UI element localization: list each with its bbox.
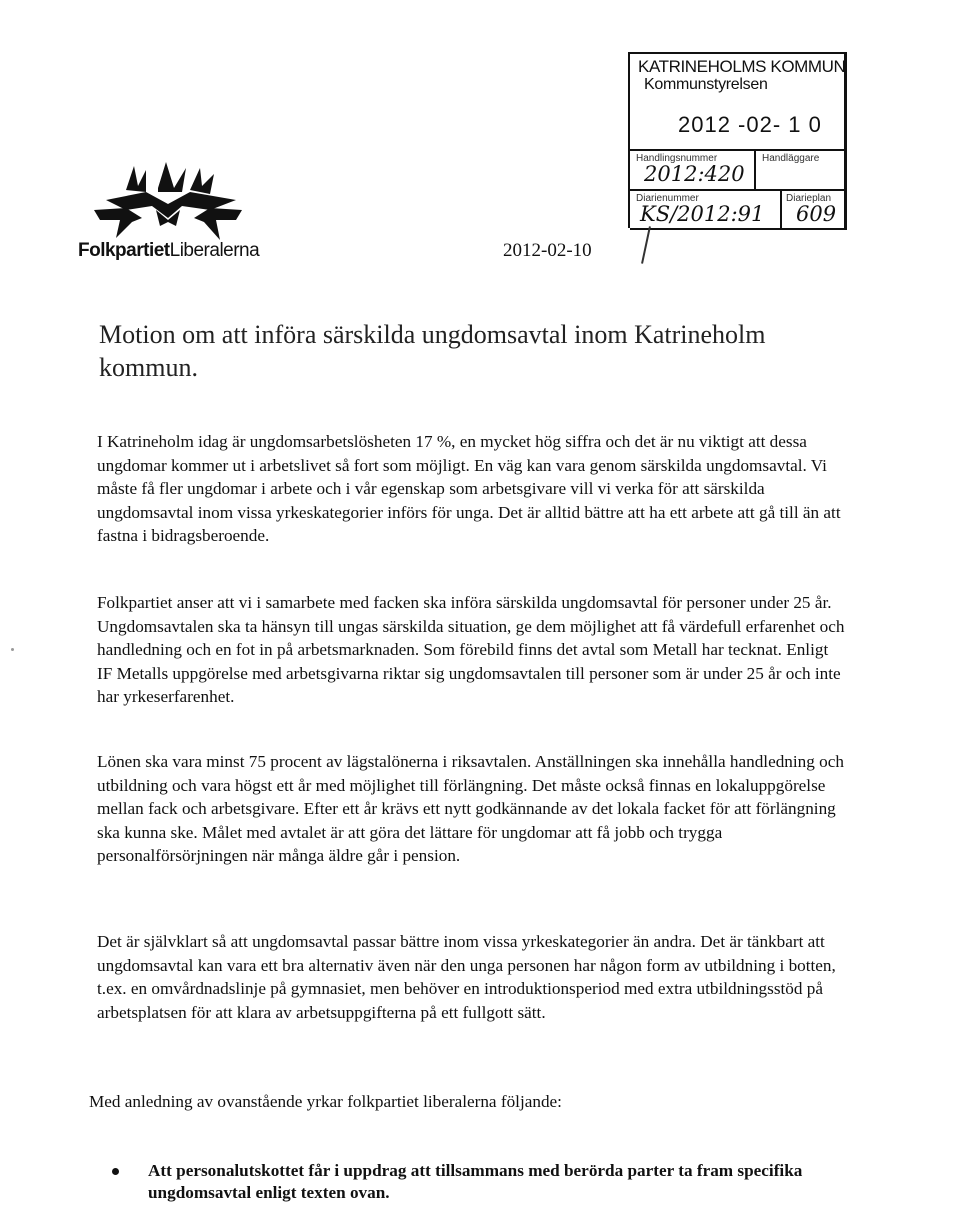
page-title: Motion om att införa särskilda ungdomsavtal inom Katrineholm kommun. [99, 320, 766, 382]
stamp-received-date: 2012 -02- 1 0 [678, 112, 822, 137]
registry-stamp [628, 52, 847, 228]
diarienummer-value: KS/2012:91 [640, 202, 765, 226]
demand-text: Att personalutskottet får i uppdrag att tillsammans med berörda parter ta fram specifika ungdomsavtal enligt texten ovan. [148, 1161, 803, 1202]
stamp-divider [630, 189, 847, 191]
stamp-divider [630, 228, 847, 230]
body-paragraph: Lönen ska vara minst 75 procent av lägstalönerna i riksavtalen. Anställningen ska innehålla handledning och utbildning och vara högst ett år med möjlighet till förlängning. Det måste också finnas en lokaluppgörelse mellan fack och arbetsgivare. Efter ett år krävs ett nytt godkännande av det lokala facket för att förlängning ska kunna ske. Målet med avtalet är att göra det lättare för ungdomar att få jobb och trygga personalförsörjningen när många äldre går i pension. [97, 752, 844, 866]
handlingsnummer-value: 2012:420 [644, 162, 745, 186]
body-paragraph: Det är självklart så att ungdomsavtal passar bättre inom vissa yrkeskategorier än andra. Det är tänkbart att ungdomsavtal kan vara ett bra alternativ även när den unga personen har någon form av utbildning i botten, t.ex. en omvårdnadslinje på gymnasiet, men behöver en introduktionsperiod med extra utbildningsstöd på arbetsplatsen för att klara av arbetsuppgifterna på ett fullgott sätt. [97, 932, 836, 1022]
diarieplan-label: Diarieplan [786, 193, 832, 204]
stamp-department: Kommunstyrelsen [644, 76, 768, 93]
body-paragraph-conclusion: Med anledning av ovanstående yrkar folkpartiet liberalerna följande: [89, 1092, 562, 1111]
stamp-divider [754, 151, 756, 191]
diarienummer-label: Diarienummer [636, 193, 699, 204]
handlaggare-label: Handläggare [762, 153, 820, 164]
bullet-icon [112, 1168, 119, 1175]
demand-list-item [112, 1160, 872, 1204]
scan-speck [11, 648, 14, 651]
body-paragraph: Folkpartiet anser att vi i samarbete med facken ska införa särskilda ungdomsavtal för personer under 25 år. Ungdomsavtalen ska ta hänsyn till ungas särskilda situation, ge dem möjlighet att få värdefull erfarenhet och handledning och en fot in på arbetsmarknaden. Som förebild finns det avtal som Metall har tecknat. Enligt IF Metalls uppgörelse med arbetsgivarna riktar sig ungdomsavtalen till personer som är under 25 år och inte har yrkeserfarenhet. [97, 593, 845, 707]
handlingsnummer-label: Handlingsnummer [636, 153, 718, 164]
stamp-organization: KATRINEHOLMS KOMMUN [638, 57, 846, 76]
diarieplan-value: 609 [796, 202, 837, 226]
folkpartiet-star-logo-icon [86, 160, 250, 246]
stamp-divider [630, 149, 847, 151]
body-paragraph: I Katrineholm idag är ungdomsarbetslösheten 17 %, en mycket hög siffra och det är nu viktigt att dessa ungdomar kommer ut i arbetslivet så fort som möjligt. En väg kan vara genom särskilda ungdomsavtal. Vi måste få fler ungdomar i arbete och i vår egenskap som arbetsgivare vill vi verka för att särskilda ungdomsavtal inom vissa yrkeskategorier införs för unga. Det är alltid bättre att ha ett arbete att gå till än att fastna i bidragsberoende. [97, 432, 841, 546]
document-date: 2012-02-10 [503, 240, 592, 261]
stamp-pen-mark [641, 226, 651, 264]
party-name-bold: Folkpartiet [78, 240, 170, 261]
stamp-divider [780, 191, 782, 229]
party-name-regular: Liberalerna [169, 240, 260, 261]
party-name [78, 240, 259, 262]
